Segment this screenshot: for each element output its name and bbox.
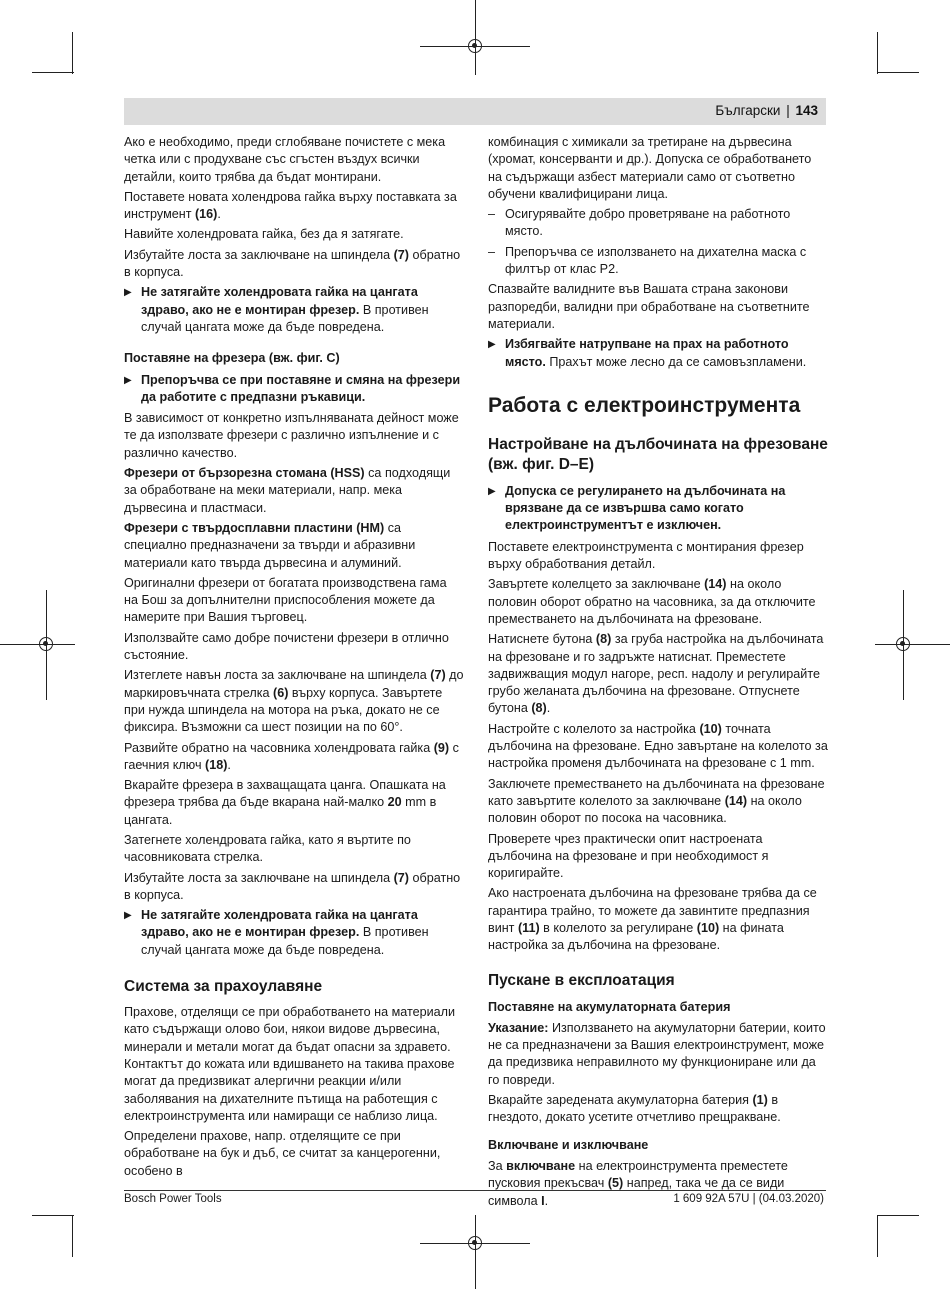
text: Завъртете колелцето за заключване	[488, 577, 705, 592]
reference-number: (9)	[433, 740, 450, 755]
left-column	[124, 134, 464, 1183]
text: .	[217, 207, 221, 222]
paragraph	[488, 721, 828, 773]
crop-mark	[475, 0, 476, 75]
crop-mark	[875, 644, 950, 645]
reference-number: (10)	[699, 721, 722, 736]
crop-mark	[877, 72, 919, 73]
warning-item	[124, 284, 464, 336]
text: Прахът може лесно да се самовъзпламени.	[545, 354, 807, 369]
crop-mark	[475, 1215, 476, 1289]
text: в гнездото, докато усетите отчетливо прещракване.	[488, 1093, 781, 1125]
text: Осигурявайте добро проветряване на работното място.	[505, 207, 791, 239]
text: .	[544, 1193, 549, 1208]
text: за груба настройка на дълбочината на фрезоване и го задръжте натиснат. Преместете задвижващия модул нагоре, респ. надолу и регулирайте грубо желаната дълбочина на фрезоване. Отпуснете бутона	[488, 632, 824, 716]
crop-mark	[72, 32, 73, 74]
page-number: 143	[795, 103, 818, 118]
text: върху корпуса. Завъртете при нужда шпиндела на мотора на ръка, докато не се фиксира. Възможни са шест позиции на по 60°.	[124, 685, 443, 735]
reference-number: (10)	[696, 920, 720, 935]
reference-number: (1)	[752, 1093, 768, 1108]
paragraph: Навийте холендровата гайка, без да я затягате.	[124, 227, 404, 242]
subheading: Включване и изключване	[488, 1137, 649, 1152]
header-language: Български	[715, 103, 781, 118]
reference-number: (6)	[273, 685, 289, 700]
paragraph: Определени прахове, напр. отделящите се при обработване на бук и дъб, се считат за канцерогенни, особено в	[124, 1129, 441, 1178]
paragraph	[124, 247, 464, 282]
paragraph	[124, 777, 464, 829]
text: са специално предназначени за твърди и абразивни материали като твърда дървесина и алуминий.	[124, 520, 416, 570]
crop-mark	[877, 32, 878, 74]
arrow-icon: ▶	[124, 910, 132, 922]
paragraph	[488, 1092, 828, 1127]
text: Избутайте лоста за заключване на шпиндела	[124, 247, 394, 262]
paragraph	[488, 885, 828, 954]
subheading: Поставяне на акумулаторната батерия	[488, 999, 731, 1014]
header-separator: |	[786, 103, 790, 118]
text: Изтеглете навън лоста за заключване на шпиндела	[124, 668, 431, 683]
subheading: Поставяне на фрезера (вж. фиг. C)	[124, 351, 340, 366]
text: с гаечния ключ	[124, 740, 459, 772]
text: Вкарайте заредената акумулаторна батерия	[488, 1093, 753, 1108]
crop-mark	[32, 72, 74, 73]
registration-mark-icon	[468, 39, 482, 53]
arrow-icon: ▶	[124, 374, 132, 386]
paragraph	[124, 520, 464, 572]
paragraph: Оригинални фрезери от богатата производствена гама на Бош за допълнителни приспособления можете да намерите при Вашия търговец.	[124, 575, 447, 625]
registration-mark-icon	[896, 637, 910, 651]
text: В противен случай цангата може да бъде повредена.	[141, 302, 429, 334]
warning-text: Избягвайте натрупване на прах на работното място.	[505, 337, 789, 369]
text: напред, така че да се види символа	[488, 1176, 785, 1208]
text: За	[488, 1158, 507, 1173]
arrow-icon: ▶	[124, 287, 132, 299]
crop-mark	[877, 1215, 878, 1257]
text: в колелото за регулиране	[539, 920, 697, 935]
paragraph: Използвайте само добре почистени фрезери в отлично състояние.	[124, 630, 449, 663]
arrow-icon: ▶	[488, 339, 496, 351]
paragraph	[488, 631, 828, 717]
text: В противен случай цангата може да бъде повредена.	[141, 925, 429, 957]
footer-doc-ref: 1 609 92A 57U | (04.03.2020)	[673, 1193, 824, 1205]
paragraph: Ако е необходимо, преди сглобяване почистете с мека четка или с продухване със сгъстен въздух всички детайли, които трябва да бъдат монтирани.	[124, 135, 446, 184]
term: Фрезери от бързорезна стомана (HSS)	[124, 466, 365, 481]
paragraph	[124, 740, 464, 775]
reference-number: (11)	[517, 920, 540, 935]
text: обратно в корпуса.	[124, 870, 461, 902]
reference-number: (8)	[595, 632, 612, 647]
paragraph	[124, 465, 464, 517]
reference-number: (14)	[704, 577, 727, 592]
text: mm в цангата.	[124, 795, 437, 827]
text: на електроинструмента преместете пусковия прекъсвач	[488, 1158, 788, 1191]
warning-text: Препоръчва се при поставяне и смяна на фрезери да работите с предпазни ръкавици.	[141, 372, 461, 404]
paragraph	[124, 870, 464, 905]
section-heading: Настройване на дълбочината на фрезоване (вж. фиг. D–E)	[488, 435, 828, 473]
arrow-icon: ▶	[488, 485, 496, 497]
text: .	[227, 757, 231, 772]
warning-text: Не затягайте холендровата гайка на цангата здраво, ако не е монтиран фрезер.	[141, 285, 418, 317]
warning-item	[124, 907, 464, 959]
text: до маркировъчната стрелка	[124, 668, 464, 700]
warning-text: Не затягайте холендровата гайка на цангата здраво, ако не е монтиран фрезер.	[141, 908, 418, 940]
reference-number: (18)	[205, 757, 228, 772]
crop-mark	[72, 1215, 73, 1257]
crop-mark	[32, 1215, 74, 1216]
right-column	[488, 134, 828, 1213]
text: Поставете новата холендрова гайка върху поставката за инструмент	[124, 189, 457, 222]
paragraph: Проверете чрез практически опит настроената дълбочина на фрезоване и при необходимост я коригирайте.	[488, 831, 769, 881]
paragraph: комбинация с химикали за третиране на дървесина (хромат, консерванти и др.). Допуска се обработването на съдържащи азбест материали само от съответно обучени квалифицирани лица.	[488, 135, 812, 201]
text: на около половин оборот по посока на часовника.	[488, 793, 802, 826]
dash-icon: –	[488, 207, 496, 222]
text: Заключете преместването на дълбочината на фрезоване като завъртите колелото за заключване	[488, 776, 825, 808]
text: Използването на акумулаторни батерии, които не са предназначени за Вашия електроинструмент, може да предизвика неправилното му функциониране или да го повреди.	[488, 1020, 826, 1087]
text: .	[546, 701, 551, 716]
text: точната дълбочина на фрезоване. Едно завъртане на колелото за настройка променя дълбочината на фрезоване с 1 mm.	[488, 721, 828, 771]
list-item	[488, 244, 828, 279]
warning-item	[124, 372, 464, 407]
note-label: Указание:	[488, 1020, 549, 1035]
reference-number: (7)	[430, 668, 446, 683]
paragraph	[488, 576, 828, 628]
reference-number: (14)	[724, 793, 748, 808]
registration-mark-icon	[39, 637, 53, 651]
chapter-heading: Работа с електроинструмента	[488, 393, 801, 417]
symbol: I	[541, 1193, 545, 1208]
text: на около половин оборот обратно на часовника, за да отключите преместването на дълбочината на фрезоване.	[488, 577, 816, 626]
text: са подходящи за обработване на меки материали, напр. мека дървесина и пластмаси.	[124, 466, 451, 515]
text: Вкарайте фрезера в захващащата цанга. Опашката на фрезера трябва да бъде вкарана най-малко	[124, 778, 446, 810]
crop-mark	[877, 1215, 919, 1216]
warning-text: Допуска се регулирането на дълбочината на врязване да се извършва само когато електроинструментът е изключен.	[505, 483, 786, 533]
paragraph: В зависимост от конкретно изпълняваната дейност може те да използвате фрезери с различно изпълнение и с различно качество.	[124, 411, 459, 460]
reference-number: (16)	[194, 207, 218, 222]
text: Развийте обратно на часовника холендровата гайка	[124, 740, 434, 755]
footer-brand: Bosch Power Tools	[124, 1193, 222, 1205]
paragraph: Поставете електроинструмента с монтирания фрезер върху обработвания детайл.	[488, 539, 804, 572]
list-item	[488, 206, 828, 241]
text: на фината настройка за дълбочина на фрезоване.	[488, 920, 784, 953]
term: включване	[506, 1158, 576, 1173]
page-header	[124, 98, 826, 125]
paragraph	[488, 1020, 828, 1089]
reference-number: (8)	[531, 701, 547, 716]
reference-number: (7)	[393, 247, 409, 262]
section-heading: Система за прахоулавяне	[124, 978, 323, 996]
registration-mark-icon	[468, 1236, 482, 1250]
crop-mark	[0, 644, 75, 645]
reference-number: (7)	[393, 870, 409, 885]
text: Препоръчва се използването на дихателна маска с филтър от клас P2.	[505, 244, 807, 277]
text: обратно в корпуса.	[124, 247, 461, 280]
header-text	[715, 103, 818, 118]
warning-item	[488, 336, 828, 371]
text: Настройте с колелото за настройка	[488, 721, 700, 736]
paragraph: Спазвайте валидните във Вашата страна законови разпоредби, валидни при обработване на съответните материали.	[488, 282, 810, 331]
warning-item	[488, 483, 828, 535]
paragraph	[488, 776, 828, 828]
paragraph: Затегнете холендровата гайка, като я въртите по часовниковата стрелка.	[124, 832, 411, 865]
dash-icon: –	[488, 244, 496, 259]
section-heading: Пускане в експлоатация	[488, 971, 675, 989]
text: Натиснете бутона	[488, 632, 596, 647]
paragraph: Прахове, отделящи се при обработването на материали като съдържащи олово бои, някои видове дървесина, минерали и метали могат да бъдат опасни за здравето. Контактът до кожата или вдишването на такива прахове могат да предизвикат алергични реакции и/или заболявания на дихателните пътища на работещия с електроинструмента или намиращи се наблизо лица.	[124, 1005, 456, 1123]
footer-divider	[124, 1190, 826, 1191]
text: Избутайте лоста за заключване на шпиндела	[124, 870, 394, 885]
term: Фрезери с твърдосплавни пластини (HM)	[124, 520, 385, 535]
value: 20	[387, 795, 402, 810]
reference-number: (5)	[607, 1176, 624, 1191]
paragraph	[124, 667, 464, 736]
paragraph	[124, 189, 464, 224]
text: Ако настроената дълбочина на фрезоване трябва да се гарантира трайно, то можете да завинтите предпазния винт	[488, 886, 817, 935]
